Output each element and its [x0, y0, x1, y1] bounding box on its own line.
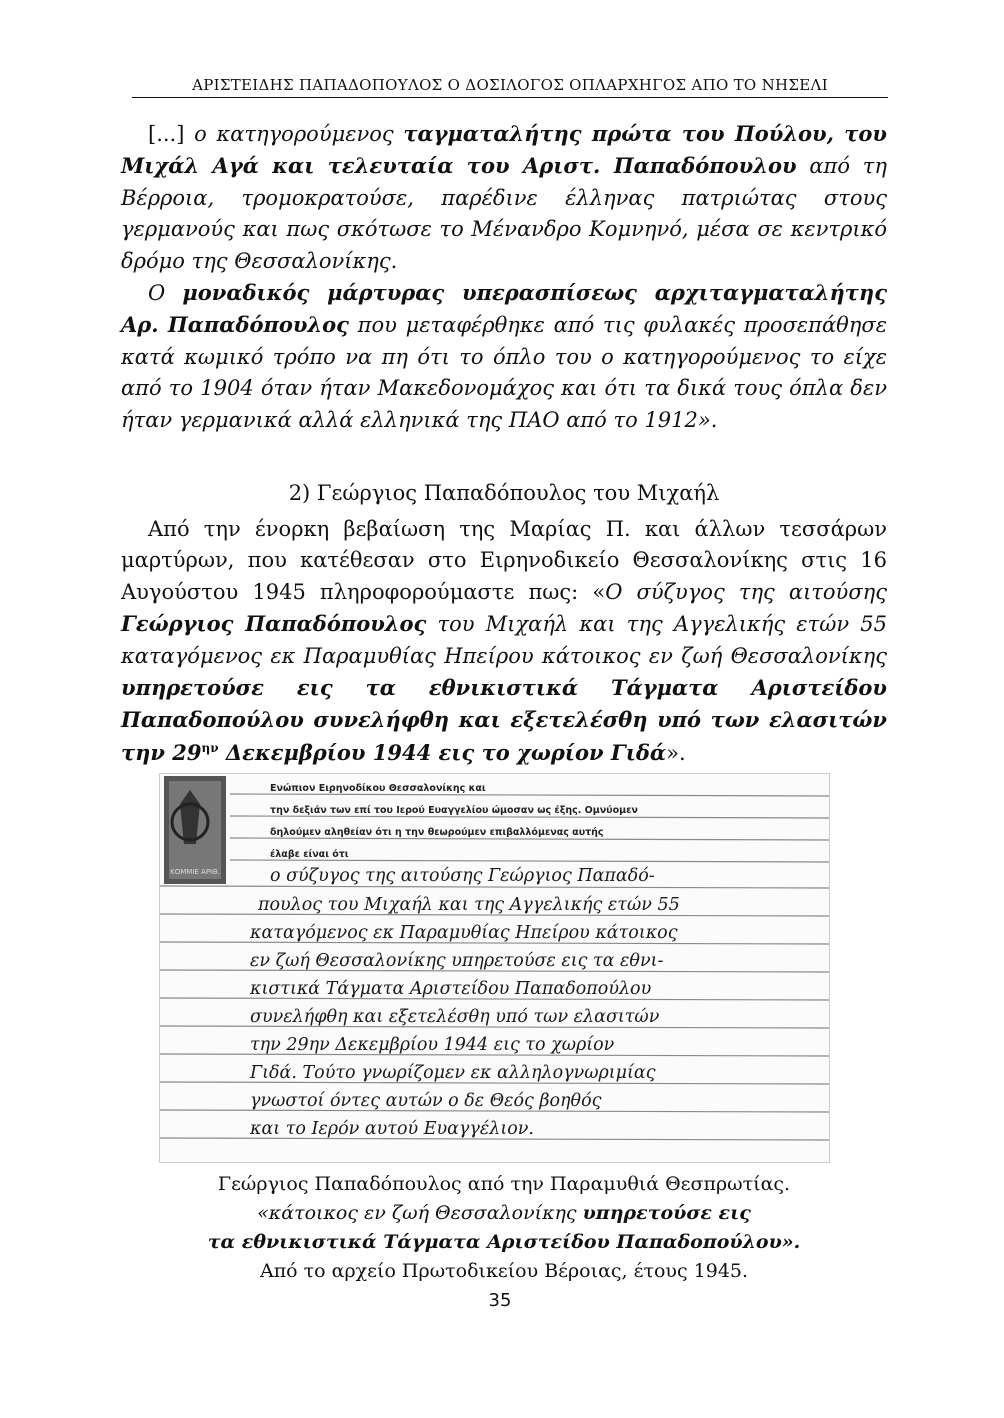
printed-form-line: έλαβε είναι ότι	[270, 849, 349, 860]
testimony-block	[121, 514, 887, 769]
quote-bold-text: μοναδικός μάρτυρας υπερασπίσεως αρχιταγματαλήτης Αρ. Παπαδόπουλος	[121, 280, 887, 338]
running-head: ΑΡΙΣΤΕΙΔΗΣ ΠΑΠΑΔΟΠΟΥΛΟΣ Ο ΔΟΣΙΛΟΓΟΣ ΟΠΛΑΡΧΗΓΟΣ ΑΠΟ ΤΟ ΝΗΣΕΛΙ	[192, 76, 828, 94]
quote-italic-text: που μεταφέρθηκε από τις φυλακές προσεπάθησε κατά κωμικό τρόπο να πη ότι το όπλο του ο κατηγορούμενος το είχε από το 1904 όταν ήταν Μακεδονομάχος και ότι τα δικά τους όπλα δεν ήταν γερμανικά αλλά ελληνικά της ΠΑΟ από το 1912».	[121, 313, 887, 432]
quote-paragraph-1	[121, 118, 887, 277]
section-heading: 2) Γεώργιος Παπαδόπουλος του Μιχαήλ	[288, 481, 720, 505]
handwritten-line: και το Ιερόν αυτού Ευαγγέλιον.	[250, 1119, 534, 1139]
handwritten-line: πουλος του Μιχαήλ και της Αγγελικής ετών 55	[258, 895, 680, 915]
caption-bold-text: υπηρετούσε εις	[582, 1202, 751, 1224]
quote-block	[121, 118, 887, 436]
figure-caption	[121, 1170, 887, 1286]
testimony-bold-text: Δεκεμβρίου 1944 εις το χωρίον Γιδά	[218, 739, 667, 765]
quote-italic-text: από τη Βέρροια, τρομοκρατούσε, παρέδινε έλληνας πατριώτας στους γερμανούς και πως σκότωσε το Μένανδρο Κομνηνό, μέσα σε κεντρικό δρόμο της Θεσσαλονίκης.	[121, 154, 887, 273]
testimony-paragraph	[121, 514, 887, 769]
handwritten-line: Γιδά. Τούτο γνωρίζομεν εκ αλληλογνωριμίας	[250, 1063, 656, 1083]
handwritten-line: την 29ην Δεκεμβρίου 1944 εις το χωρίον	[250, 1035, 615, 1055]
quote-bold-text: ταγματαλήτης πρώτα του Πούλου, του Μιχάλ Αγά και τελευταία του Αριστ. Παπαδόπουλου	[121, 121, 887, 179]
printed-form-line: δηλούμεν αληθείαν ότι η την θεωρούμεν επιβαλλόμενας αυτής	[270, 827, 604, 838]
testimony-bold-text: υπηρετούσε εις τα εθνικιστικά Τάγματα Αριστείδου Παπαδοπούλου συνελήφθη και εξετελέσθη υπό των ελασιτών την 29	[121, 675, 887, 765]
caption-line-1: Γεώργιος Παπαδόπουλος από την Παραμυθιά Θεσπρωτίας.	[217, 1173, 791, 1195]
revenue-stamp	[164, 776, 226, 884]
page-number: 35	[488, 1290, 512, 1311]
handwritten-line: συνελήφθη και εξετελέσθη υπό των ελασιτών	[250, 1007, 660, 1027]
handwritten-line: γνωστοί όντες αυτών ο δε Θεός βοηθός	[250, 1091, 602, 1111]
caption-italic-text: «κάτοικος εν ζωή Θεσσαλονίκης	[257, 1202, 583, 1224]
handwritten-line: εν ζωή Θεσσαλονίκης υπηρετούσε εις τα εθνι-	[250, 951, 664, 971]
handwritten-line: κιστικά Τάγματα Αριστείδου Παπαδοπούλου	[250, 979, 652, 999]
header-rule	[132, 97, 888, 98]
testimony-italic-text: Ο σύζυγος της αιτούσης	[605, 579, 888, 604]
stamp-label: ΚΟΜΜΙΕ ΑΡΙΘ.	[170, 868, 220, 876]
superscript-ending: ην	[201, 740, 219, 755]
caption-line-4: Από το αρχείο Πρωτοδικείου Βέροιας, έτους 1945.	[259, 1260, 749, 1282]
caption-line-2	[121, 1199, 887, 1228]
testimony-bold-text: Γεώργιος Παπαδόπουλος	[121, 611, 427, 637]
handwritten-line: ο σύζυγος της αιτούσης Γεώργιος Παπαδό-	[270, 866, 655, 886]
quote-italic-text: ο κατηγορούμενος	[194, 122, 404, 146]
testimony-plain-text: Από την ένορκη βεβαίωση της Μαρίας Π. και άλλων τεσσάρων μαρτύρων, που κατέθεσαν στο Ειρηνοδικείο Θεσσαλονίκης στις 16 Αυγούστου 1945 πληροφορούμαστε πως: «	[121, 517, 887, 604]
testimony-plain-text: ».	[666, 740, 686, 765]
handwritten-line: καταγόμενος εκ Παραμυθίας Ηπείρου κάτοικος	[250, 923, 678, 943]
caption-line-3	[121, 1228, 887, 1257]
quote-italic-text: Ο	[148, 281, 183, 306]
testimony-italic-text: του Μιχαήλ και της Αγγελικής ετών 55 καταγόμενος εκ Παραμυθίας Ηπείρου κάτοικος εν ζωή Θεσσαλονίκης	[121, 612, 887, 668]
ellipsis-text: [...]	[148, 122, 195, 146]
handwritten-document-scan	[159, 773, 830, 1163]
caption-bold-text: τα εθνικιστικά Τάγματα Αριστείδου Παπαδοπούλου».	[207, 1231, 801, 1253]
printed-form-line: την δεξιάν των επί του Ιερού Ευαγγελίου ώμοσαν ως έξης. Ομνύομεν	[270, 805, 638, 816]
quote-paragraph-2	[121, 277, 887, 436]
printed-form-line: Ενώπιον Ειρηνοδίκου Θεσσαλονίκης και	[270, 783, 486, 794]
